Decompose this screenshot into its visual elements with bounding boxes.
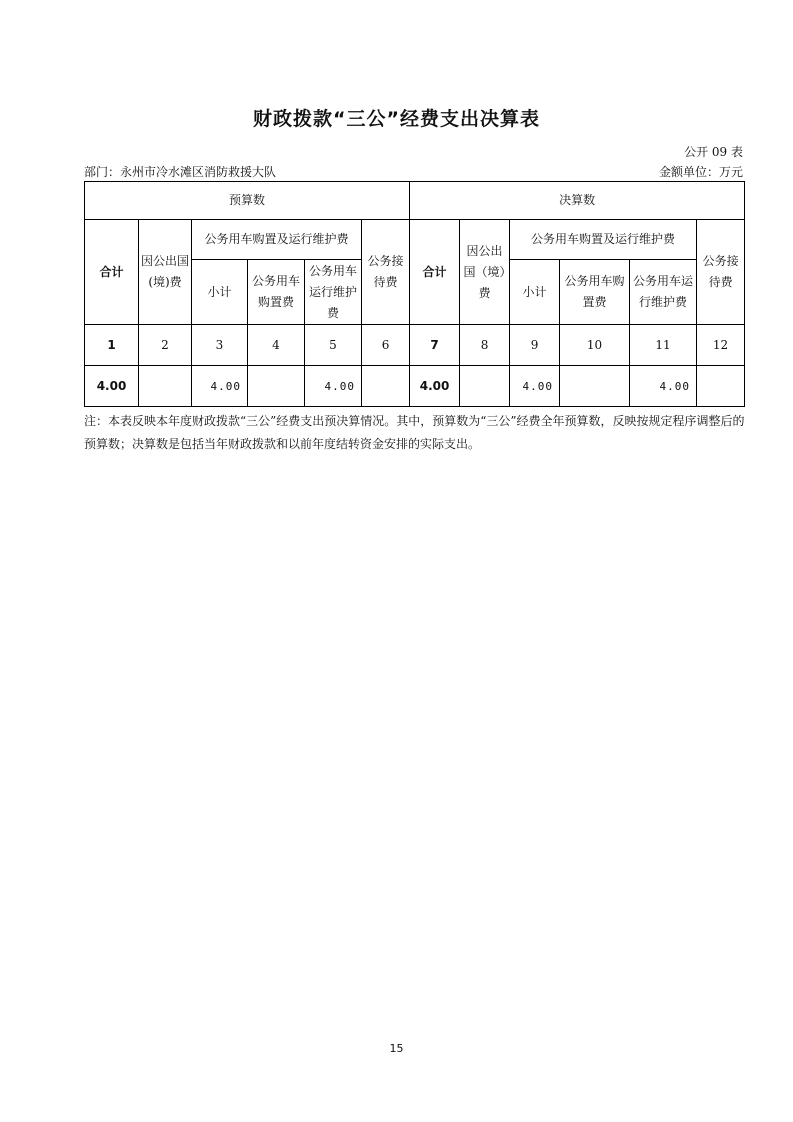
budget-subtotal-value: 4.00 bbox=[192, 366, 248, 407]
col-number: 9 bbox=[510, 325, 560, 366]
budget-reception-header: 公务接待费 bbox=[362, 220, 410, 325]
col-number: 7 bbox=[410, 325, 460, 366]
budget-total-header: 合计 bbox=[85, 220, 139, 325]
final-reception-header: 公务接待费 bbox=[697, 220, 745, 325]
final-reception-value bbox=[697, 366, 745, 407]
budget-vehicle-purchase-value bbox=[248, 366, 305, 407]
col-number: 1 bbox=[85, 325, 139, 366]
final-vehicle-operation-value: 4.00 bbox=[630, 366, 697, 407]
col-number: 6 bbox=[362, 325, 410, 366]
department-label: 部门：永州市冷水滩区消防救援大队 bbox=[84, 165, 277, 179]
three-public-expenses-table bbox=[84, 181, 745, 407]
final-vehicle-purchase-value bbox=[560, 366, 630, 407]
budget-abroad-header: 因公出国(境)费 bbox=[139, 220, 192, 325]
page-title: 财政拨款“三公”经费支出决算表 bbox=[253, 108, 540, 130]
final-abroad-header: 因公出国（境）费 bbox=[460, 220, 510, 325]
budget-vehicle-operation-value: 4.00 bbox=[305, 366, 362, 407]
final-header: 决算数 bbox=[410, 182, 745, 220]
col-number: 3 bbox=[192, 325, 248, 366]
budget-subtotal-header: 小计 bbox=[192, 260, 248, 325]
budget-total-value: 4.00 bbox=[85, 366, 139, 407]
budget-vehicle-purchase-header: 公务用车购置费 bbox=[248, 260, 305, 325]
value-row bbox=[85, 366, 745, 407]
amount-unit-label: 金额单位：万元 bbox=[658, 165, 743, 179]
final-total-header: 合计 bbox=[410, 220, 460, 325]
final-vehicle-operation-header: 公务用车运行维护费 bbox=[630, 260, 697, 325]
budget-vehicle-operation-header: 公务用车运行维护费 bbox=[305, 260, 362, 325]
final-vehicle-purchase-header: 公务用车购置费 bbox=[560, 260, 630, 325]
budget-reception-value bbox=[362, 366, 410, 407]
column-number-row bbox=[85, 325, 745, 366]
final-vehicle-header: 公务用车购置及运行维护费 bbox=[510, 220, 697, 260]
col-number: 2 bbox=[139, 325, 192, 366]
final-abroad-value bbox=[460, 366, 510, 407]
col-number: 12 bbox=[697, 325, 745, 366]
col-number: 11 bbox=[630, 325, 697, 366]
col-number: 5 bbox=[305, 325, 362, 366]
col-number: 8 bbox=[460, 325, 510, 366]
final-total-value: 4.00 bbox=[410, 366, 460, 407]
final-subtotal-header: 小计 bbox=[510, 260, 560, 325]
col-number: 4 bbox=[248, 325, 305, 366]
col-number: 10 bbox=[560, 325, 630, 366]
page-number: 15 bbox=[389, 1042, 404, 1055]
final-subtotal-value: 4.00 bbox=[510, 366, 560, 407]
budget-header: 预算数 bbox=[85, 182, 410, 220]
form-number: 公开 09 表 bbox=[684, 145, 743, 159]
table-note: 注：本表反映本年度财政拨款“三公”经费支出预决算情况。其中，预算数为“三公”经费全年预算数，反映按规定程序调整后的预算数；决算数是包括当年财政拨款和以前年度结转资金安排的实际支出。 bbox=[84, 414, 745, 451]
budget-vehicle-header: 公务用车购置及运行维护费 bbox=[192, 220, 362, 260]
budget-abroad-value bbox=[139, 366, 192, 407]
